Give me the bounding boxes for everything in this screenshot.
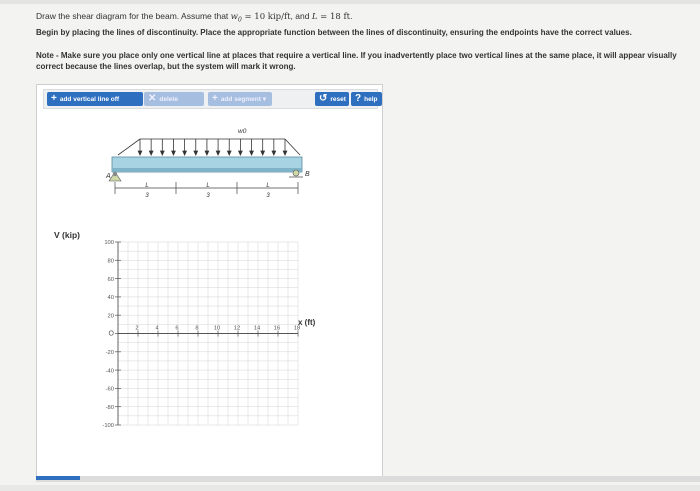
x-tick-label: 18 <box>293 325 301 332</box>
x-tick-label: 6 <box>175 325 179 332</box>
load-label: w0 <box>238 128 247 135</box>
reset-button[interactable]: ↺ reset <box>315 92 349 106</box>
delete-button[interactable]: ✕ delete <box>144 92 204 106</box>
load-arrowhead <box>183 151 187 155</box>
y-tick-label: -40 <box>105 368 114 375</box>
load-arrowhead <box>194 151 198 155</box>
panel-footer-accent <box>36 476 80 480</box>
support-b-label: B <box>305 171 310 178</box>
load-arrowhead <box>283 151 287 155</box>
help-icon: ? <box>355 93 362 104</box>
load-arrowhead <box>227 151 231 155</box>
load-arrowhead <box>261 151 265 155</box>
x-tick-label: 16 <box>273 325 281 332</box>
reset-icon: ↺ <box>319 93 328 104</box>
load-arrowhead <box>138 151 142 155</box>
load-arrowhead <box>149 151 153 155</box>
y-tick-label: -100 <box>102 423 114 430</box>
y-tick-label: -80 <box>105 404 114 411</box>
load-arrowhead <box>239 151 243 155</box>
support-a-label: A <box>106 173 111 180</box>
shear-chart[interactable] <box>102 240 300 429</box>
load-ramp-right <box>285 139 300 155</box>
load-arrowhead <box>205 151 209 155</box>
load-arrows <box>138 139 287 155</box>
y-tick-label: 40 <box>107 295 114 302</box>
x-tick-label: 2 <box>135 325 139 332</box>
load-arrowhead <box>161 151 165 155</box>
question-instructions: Begin by placing the lines of discontinuity. Place the appropriate function between the lines of discontinuity, ensuring the endpoints have the correct values. <box>36 28 632 37</box>
x-axis-label: x (ft) <box>298 318 316 327</box>
dim-label-num: L <box>206 183 210 189</box>
plus-icon: + <box>212 93 218 104</box>
dimension-labels <box>145 183 270 199</box>
dim-label-num: L <box>145 183 149 189</box>
x-tick-label: 4 <box>155 325 159 332</box>
y-tick-label: O <box>108 330 114 338</box>
y-tick-label: -20 <box>105 350 114 356</box>
load-ramp-left <box>118 139 140 155</box>
panel-footer <box>36 476 700 482</box>
y-tick-label: 60 <box>107 276 114 283</box>
y-axis-label: V (kip) <box>54 230 80 240</box>
close-icon: ✕ <box>148 93 157 104</box>
L-value: = 18 ft <box>317 12 351 22</box>
help-button[interactable]: ? help <box>351 92 382 106</box>
dim-label-num: L <box>266 183 270 189</box>
x-tick-label: 10 <box>213 325 221 332</box>
dim-label-den: 3 <box>145 193 149 199</box>
L-symbol: L <box>311 12 318 22</box>
dim-label-den: 3 <box>266 193 270 199</box>
dim-label-den: 3 <box>206 193 210 199</box>
x-tick-label: 12 <box>233 325 241 332</box>
y-tick-label: 80 <box>107 258 114 265</box>
x-tick-label: 8 <box>195 325 199 332</box>
load-arrowhead <box>272 151 276 155</box>
w0-symbol: $w_0$ <box>230 12 242 24</box>
y-tick-label: 100 <box>104 240 114 247</box>
load-arrowhead <box>250 151 254 155</box>
y-tick-label: -60 <box>105 386 114 393</box>
question-line-1: Draw the shear diagram for the beam. Assume that $w_0 = 10$ kip/ft, and L = 18 ft. <box>36 11 353 24</box>
plus-icon: + <box>51 93 57 104</box>
question-text: Draw the shear diagram for the beam. Assume that <box>36 11 231 21</box>
question-note: Note - Make sure you place only one vertical line at places that require a vertical line. If you inadvertently place two vertical lines at the same place, it will appear visually correct because the lines overlap, but the system will mark it wrong. <box>36 51 677 71</box>
x-tick-label: 14 <box>253 325 261 332</box>
w0-value: = 10 kip/ft <box>241 12 291 22</box>
beam-shade <box>112 168 302 172</box>
add-vertical-line-button[interactable]: + add vertical line off <box>47 92 143 106</box>
load-arrowhead <box>216 151 220 155</box>
add-segment-button[interactable]: + add segment ▾ <box>208 92 272 106</box>
distributed-load <box>118 139 300 155</box>
bottom-border <box>0 485 700 491</box>
support-a-pin <box>109 172 121 181</box>
load-arrowhead <box>172 151 176 155</box>
y-tick-label: 20 <box>107 313 114 320</box>
